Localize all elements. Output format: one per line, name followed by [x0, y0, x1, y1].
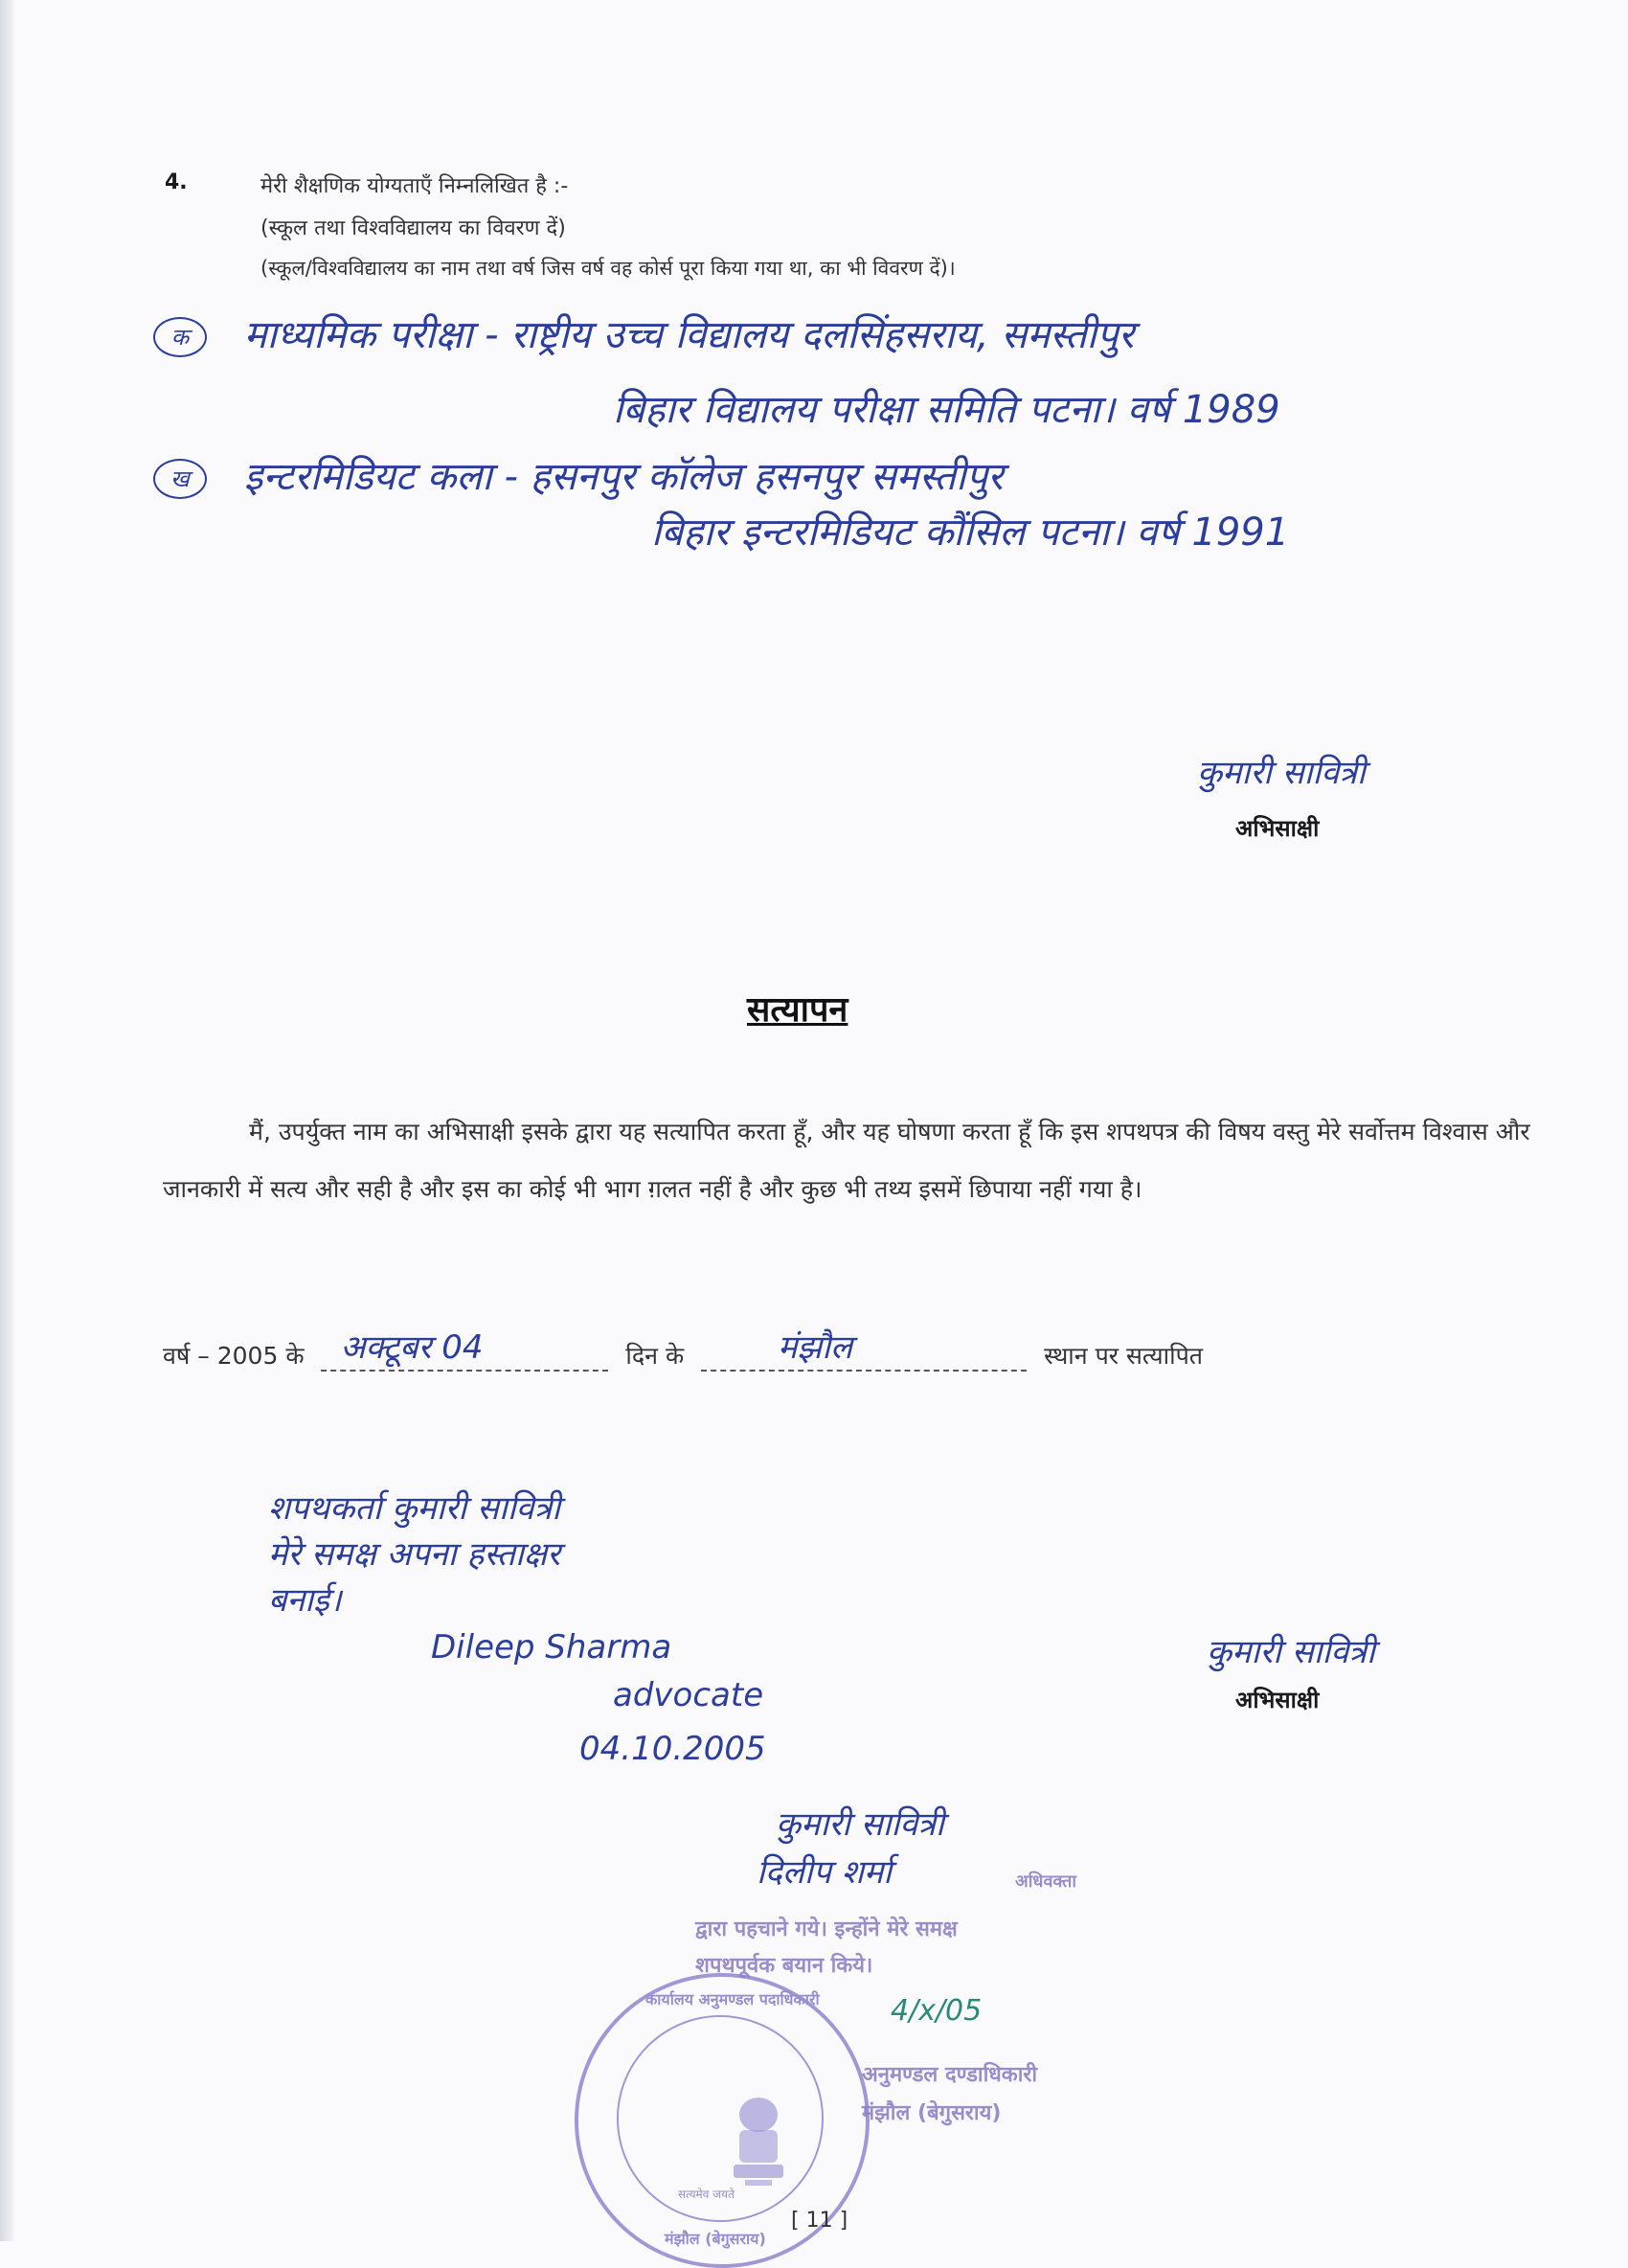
- page-edge: [0, 0, 13, 2241]
- qualification-board-1: बिहार विद्यालय परीक्षा समिति पटना। वर्ष 1989: [613, 388, 1280, 432]
- qualification-marker: ख: [153, 459, 207, 499]
- advocate-note-line-2: मेरे समक्ष अपना हस्ताक्षर: [268, 1535, 561, 1574]
- advocate-date: 04.10.2005: [579, 1730, 766, 1768]
- seal-bottom-text: मंझौल (बेगुसराय): [665, 2230, 766, 2248]
- deponent-label: अभिसाक्षी: [1235, 815, 1320, 842]
- deponent-signature-2: कुमारी सावित्री: [1207, 1633, 1375, 1671]
- verification-date-line: [163, 1328, 1204, 1372]
- day-word: दिन के: [625, 1342, 685, 1370]
- advocate-note-line-1: शपथकर्ता कुमारी सावित्री: [268, 1489, 561, 1528]
- qualification-line: इन्टरमिडियट कला - हसनपुर कॉलेज हसनपुर समस्तीपुर: [243, 455, 1004, 499]
- seal-top-text: कार्यालय अनुमण्डल पदाधिकारी: [645, 1990, 820, 2008]
- stamp-signature-1: कुमारी सावित्री: [776, 1805, 944, 1844]
- seal-inner-ring: [617, 2015, 824, 2222]
- deponent-label-2: अभिसाक्षी: [1235, 1687, 1320, 1713]
- stamp-line-b: द्वारा पहचाने गये। इन्होंने मेरे समक्ष: [695, 1917, 958, 1941]
- advocate-note-line-3: बनाई।: [268, 1581, 342, 1620]
- place-suffix: स्थान पर सत्यापित: [1044, 1342, 1204, 1370]
- year-prefix: वर्ष – 2005 के: [163, 1342, 305, 1370]
- advocate-name: Dileep Sharma: [431, 1628, 672, 1667]
- stamp-signature-2: दिलीप शर्मा: [757, 1853, 893, 1892]
- qualification-marker: क: [153, 317, 207, 357]
- national-emblem-icon: [730, 2094, 787, 2199]
- date-fill: अक्टूबर 04: [340, 1328, 484, 1367]
- section-number: 4.: [165, 170, 188, 194]
- verification-title: सत्यापन: [747, 990, 848, 1030]
- verification-paragraph: मैं, उपर्युक्त नाम का अभिसाक्षी इसके द्वारा यह सत्यापित करता हूँ, और यह घोषणा करता हूँ कि इस शपथपत्र की विषय वस्तु मेरे सर्वोत्तम विश्वास और जानकारी में सत्य और सही है और इस का कोई भी भाग ग़लत नहीं है और कुछ भी तथ्य इसमें छिपाया नहीं गया है।: [163, 1118, 1530, 1203]
- date-field: [321, 1328, 608, 1372]
- seal-motto: सत्यमेव जयते: [678, 2188, 735, 2201]
- section-instruction-2: (स्कूल/विश्वविद्यालय का नाम तथा वर्ष जिस वर्ष वह कोर्स पूरा किया गया था, का भी विवरण दें)।: [260, 257, 956, 280]
- page-number: [ 11 ]: [791, 2209, 848, 2233]
- advocate-title: advocate: [613, 1676, 764, 1714]
- qualification-line: माध्यमिक परीक्षा - राष्ट्रीय उच्च विद्यालय दलसिंहसराय, समस्तीपुर: [243, 313, 1135, 357]
- qualification-board-2: बिहार इन्टरमिडियट कौंसिल पटना। वर्ष 1991: [651, 510, 1290, 555]
- officer-initials: 4/x/05: [891, 1994, 983, 2028]
- stamp-line-a: अधिवक्ता: [1015, 1871, 1077, 1892]
- place-field: [701, 1328, 1027, 1372]
- section-heading: मेरी शैक्षणिक योग्यताएँ निम्नलिखित है :-: [260, 174, 569, 198]
- qualification-row-1: [153, 306, 1134, 359]
- officer-line-1: अनुमण्डल दण्डाधिकारी: [862, 2063, 1038, 2087]
- qualification-row-2: [153, 448, 1004, 501]
- deponent-signature: कुमारी सावित्री: [1197, 754, 1366, 792]
- stamp-line-c: शपथपूर्वक बयान किये।: [695, 1954, 873, 1978]
- officer-line-2: मंझौल (बेगुसराय): [862, 2101, 1002, 2125]
- section-instruction-1: (स्कूल तथा विश्वविद्यालय का विवरण दें): [260, 216, 566, 240]
- place-fill: मंझौल: [778, 1328, 853, 1367]
